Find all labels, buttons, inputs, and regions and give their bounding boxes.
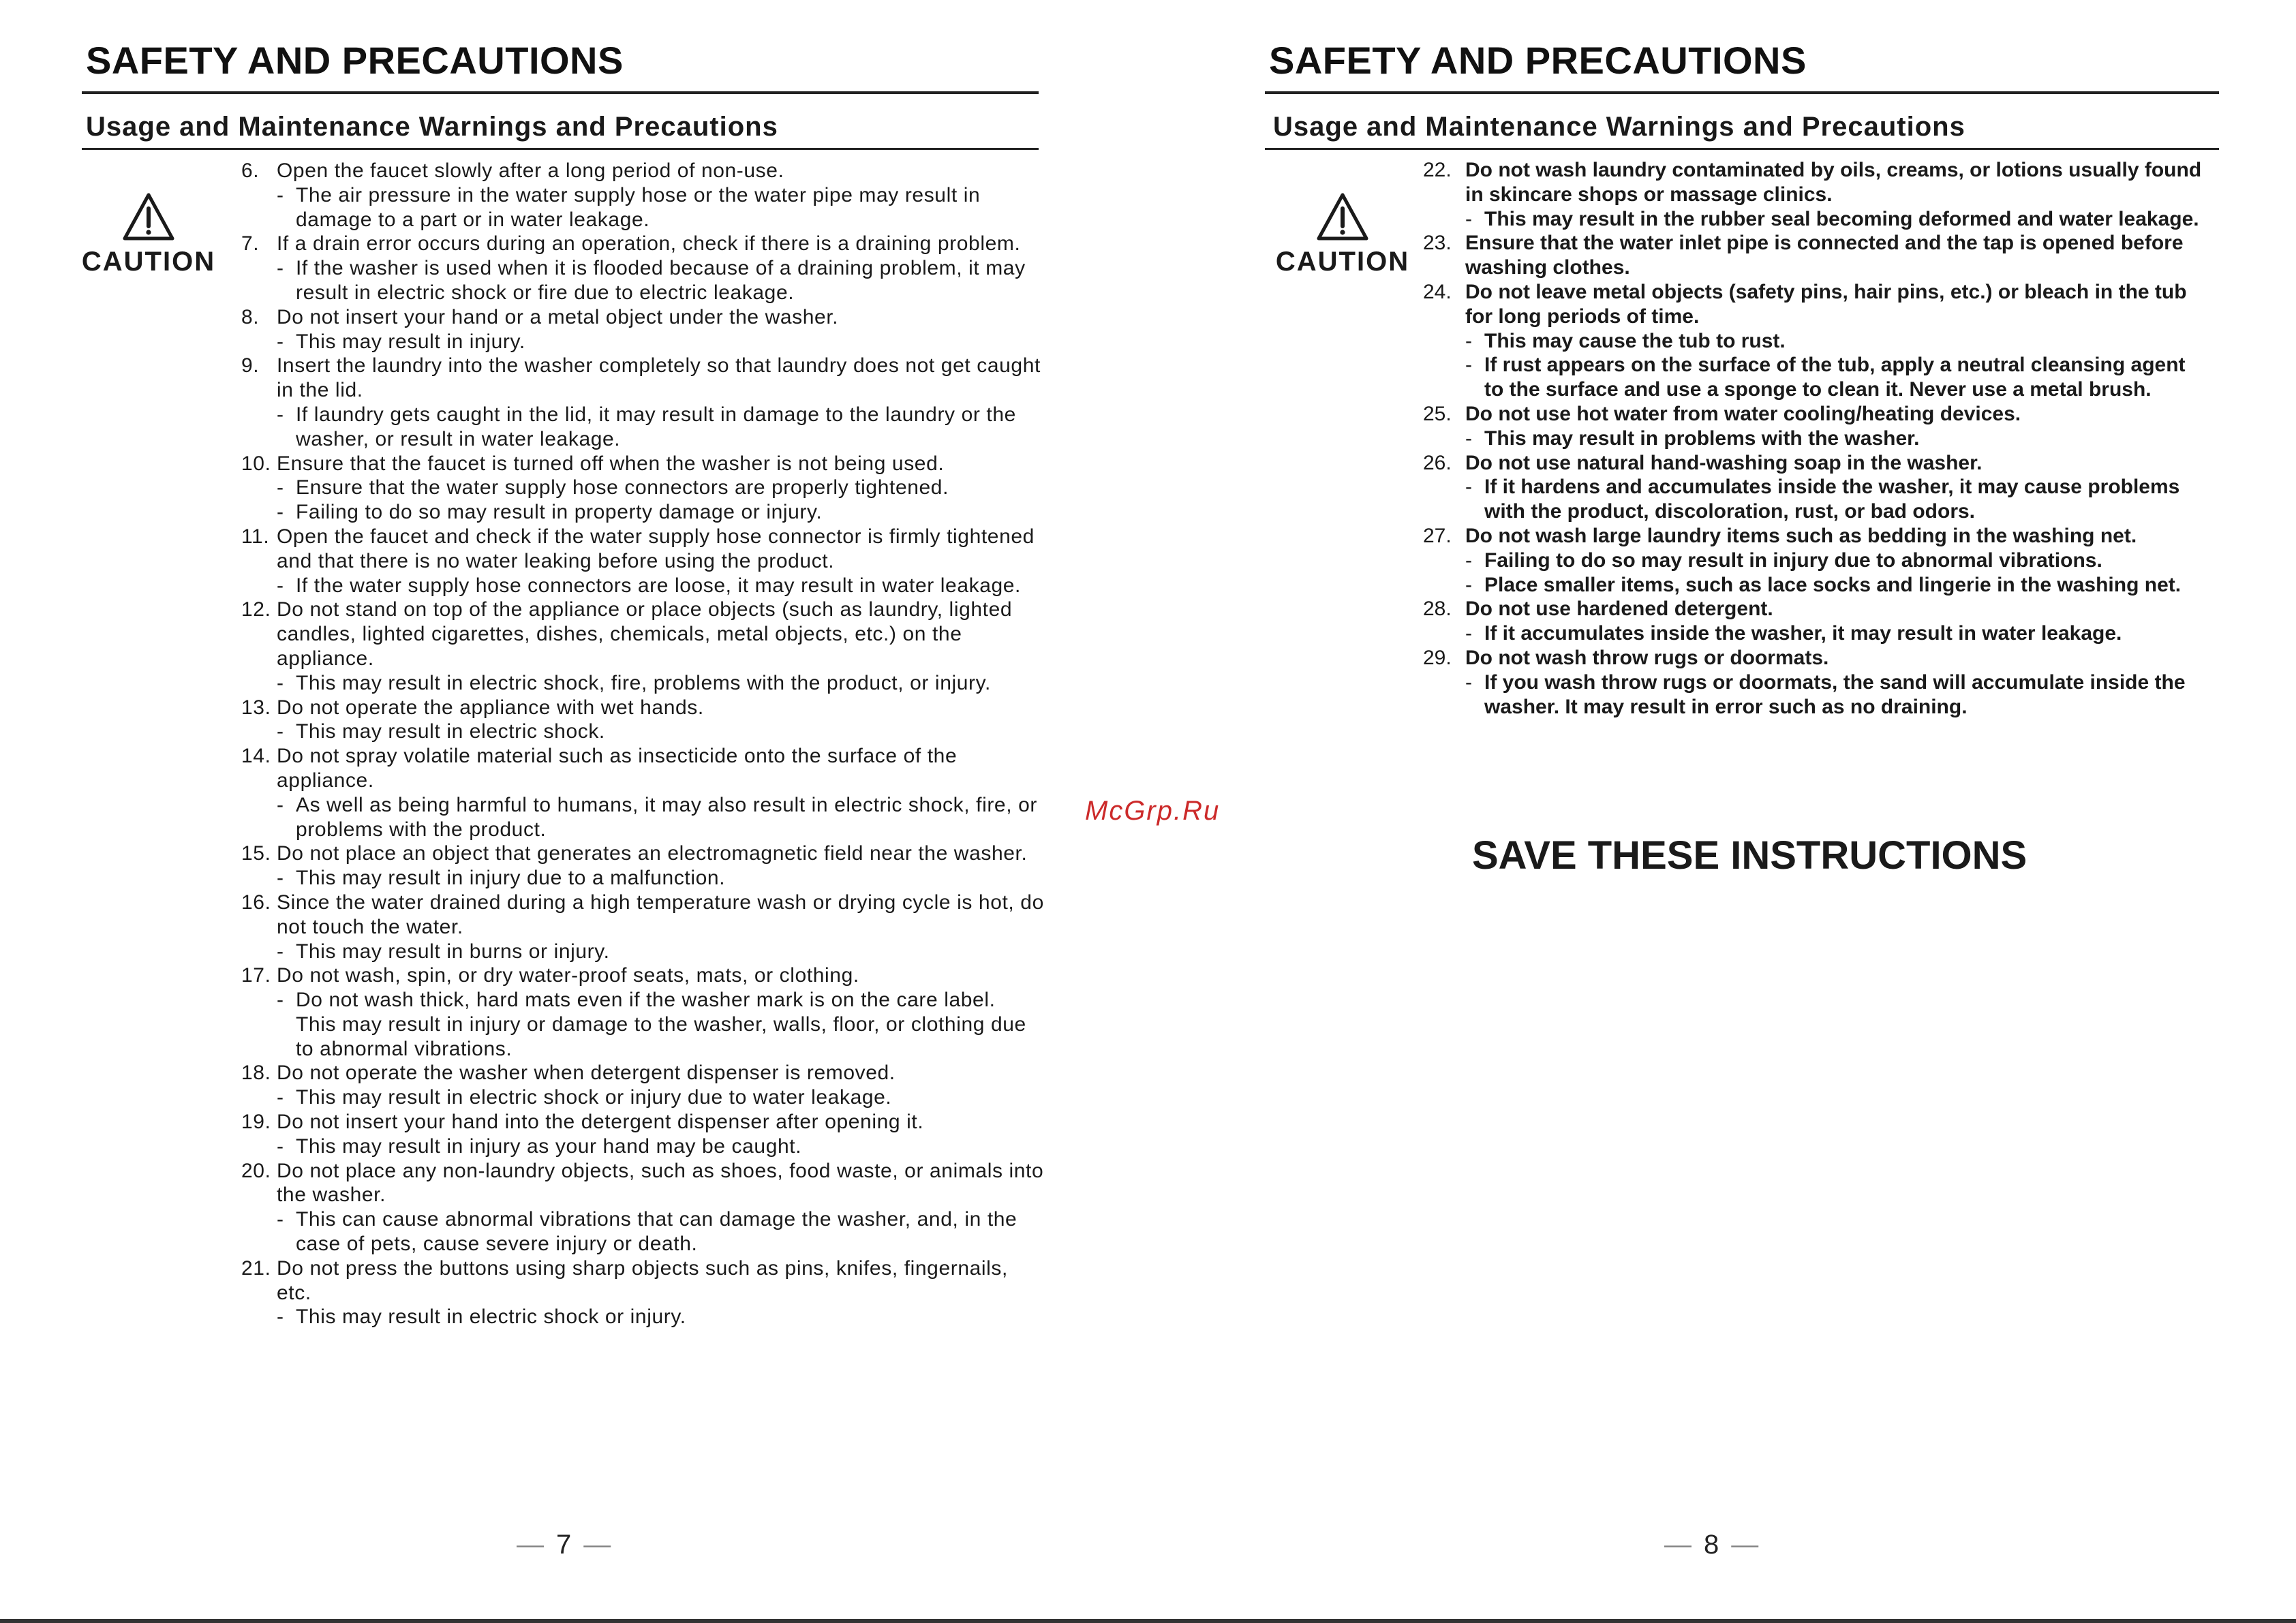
- warning-item: [241, 1256, 1045, 1329]
- item-number: 27.: [1423, 524, 1452, 547]
- warning-item: [1423, 597, 2207, 646]
- item-note: - If the washer is used when it is flooded because of a draining problem, it may result in electric shock or fire due to electric leakage.: [277, 257, 1026, 304]
- warning-item: [241, 452, 1045, 525]
- item-number: 19.: [241, 1111, 271, 1134]
- item-text: Ensure that the faucet is turned off when the washer is not being used.: [277, 452, 945, 475]
- warning-triangle-icon: [122, 192, 175, 241]
- warning-item: [241, 841, 1045, 891]
- item-text: Do not wash throw rugs or doormats.: [1465, 646, 1829, 669]
- section-title: Usage and Maintenance Warnings and Precautions: [86, 112, 778, 142]
- item-number: 23.: [1423, 232, 1452, 255]
- item-number: 8.: [241, 305, 260, 328]
- item-note: - Failing to do so may result in property damage or injury.: [277, 501, 823, 524]
- item-text: Do not place an object that generates an electromagnetic field near the washer.: [277, 842, 1028, 865]
- save-instructions-notice: SAVE THESE INSTRUCTIONS: [1472, 833, 2027, 878]
- warning-item: [1423, 280, 2207, 402]
- item-note: - If it accumulates inside the washer, it may result in water leakage.: [1465, 622, 2122, 645]
- item-note: - This may cause the tub to rust.: [1465, 329, 1786, 352]
- item-text: Do not use hot water from water cooling/heating devices.: [1465, 402, 2021, 425]
- item-note: - This may result in electric shock.: [277, 720, 605, 743]
- section-divider: [82, 148, 1039, 150]
- item-text: If a drain error occurs during an operation, check if there is a draining problem.: [277, 232, 1021, 256]
- item-text: Open the faucet and check if the water supply hose connector is firmly tightened and that there is no water leaking before using the product.: [277, 525, 1035, 572]
- warning-item: [241, 232, 1045, 305]
- bottom-edge-rule: [0, 1619, 2296, 1623]
- item-number: 25.: [1423, 402, 1452, 425]
- item-note: - If laundry gets caught in the lid, it may result in damage to the laundry or the washer, or result in water leakage.: [277, 403, 1016, 450]
- item-note: - Place smaller items, such as lace socks and lingerie in the washing net.: [1465, 573, 2182, 596]
- item-note: - This can cause abnormal vibrations that can damage the washer, and, in the case of pets, cause severe injury or death.: [277, 1208, 1017, 1256]
- warning-item: [1423, 231, 2207, 280]
- item-text: Since the water drained during a high temperature wash or drying cycle is hot, do not touch the water.: [277, 891, 1044, 938]
- warning-list: [241, 159, 1045, 1329]
- item-number: 17.: [241, 964, 271, 987]
- item-note: - As well as being harmful to humans, it may also result in electric shock, fire, or problems with the product.: [277, 793, 1037, 841]
- page-title: SAFETY AND PRECAUTIONS: [86, 39, 624, 82]
- warning-item: [1423, 646, 2207, 719]
- item-number: 14.: [241, 745, 271, 768]
- page-title: SAFETY AND PRECAUTIONS: [1269, 39, 1807, 82]
- item-text: Insert the laundry into the washer completely so that laundry does not get caught in the lid.: [277, 354, 1041, 402]
- warning-item: [241, 159, 1045, 232]
- warning-item: [241, 1159, 1045, 1256]
- page-number: — 7 —: [517, 1530, 611, 1560]
- warning-item: [241, 354, 1045, 451]
- item-text: Do not use hardened detergent.: [1465, 598, 1773, 621]
- item-number: 7.: [241, 232, 260, 256]
- item-number: 11.: [241, 525, 270, 548]
- warning-item: [241, 598, 1045, 695]
- item-text: Do not wash laundry contaminated by oils, creams, or lotions usually found in skincare shops or massage clinics.: [1465, 159, 2202, 206]
- item-note-continuation: This may result in injury or damage to the washer, walls, floor, or clothing due to abnormal vibrations.: [296, 1013, 1026, 1060]
- item-number: 12.: [241, 598, 271, 621]
- item-note: - This may result in electric shock or injury.: [277, 1305, 686, 1329]
- warning-item: [1423, 524, 2207, 597]
- caution-label: CAUTION: [81, 247, 216, 277]
- item-text: Do not wash large laundry items such as bedding in the washing net.: [1465, 524, 2137, 547]
- watermark: McGrp.Ru: [1085, 796, 1221, 826]
- item-text: Do not operate the washer when detergent dispenser is removed.: [277, 1062, 896, 1085]
- item-note: - If the water supply hose connectors are loose, it may result in water leakage.: [277, 574, 1021, 597]
- warning-item: [241, 525, 1045, 598]
- item-note: - This may result in problems with the washer.: [1465, 427, 1920, 450]
- item-number: 6.: [241, 159, 260, 182]
- title-divider: [1265, 91, 2219, 94]
- item-text: Do not press the buttons using sharp objects such as pins, knifes, fingernails, etc.: [277, 1256, 1008, 1304]
- item-text: Do not place any non-laundry objects, such as shoes, food waste, or animals into the washer.: [277, 1159, 1044, 1207]
- item-text: Do not spray volatile material such as insecticide onto the surface of the appliance.: [277, 745, 958, 792]
- item-number: 24.: [1423, 280, 1452, 303]
- warning-item: [241, 305, 1045, 354]
- item-note: - This may result in electric shock, fire, problems with the product, or injury.: [277, 671, 991, 694]
- item-text: Do not leave metal objects (safety pins, hair pins, etc.) or bleach in the tub for long periods of time.: [1465, 280, 2187, 328]
- item-note: - This may result in electric shock or injury due to water leakage.: [277, 1086, 892, 1109]
- item-text: Do not operate the appliance with wet hands.: [277, 696, 704, 719]
- item-note: - Ensure that the water supply hose connectors are properly tightened.: [277, 476, 949, 499]
- item-number: 26.: [1423, 451, 1452, 474]
- item-number: 29.: [1423, 646, 1452, 669]
- warning-item: [241, 1061, 1045, 1110]
- caution-block: [74, 192, 224, 277]
- page-right: [1148, 0, 2296, 1623]
- section-divider: [1265, 148, 2219, 150]
- item-note: - If you wash throw rugs or doormats, the sand will accumulate inside the washer. It may result in error such as no draining.: [1465, 670, 2186, 718]
- item-note: - This may result in the rubber seal becoming deformed and water leakage.: [1465, 207, 2199, 230]
- item-number: 15.: [241, 842, 271, 865]
- item-text: Open the faucet slowly after a long period of non-use.: [277, 159, 784, 182]
- caution-block: [1268, 192, 1418, 277]
- item-number: 20.: [241, 1159, 271, 1182]
- warning-list: [1423, 158, 2207, 719]
- item-text: Do not wash, spin, or dry water-proof seats, mats, or clothing.: [277, 964, 859, 987]
- item-number: 13.: [241, 696, 271, 719]
- warning-item: [241, 963, 1045, 1061]
- item-number: 28.: [1423, 598, 1452, 621]
- item-number: 22.: [1423, 159, 1452, 181]
- item-number: 18.: [241, 1062, 271, 1085]
- item-number: 16.: [241, 891, 271, 914]
- item-note: - If rust appears on the surface of the tub, apply a neutral cleansing agent to the surface and use a sponge to clean it. Never use a metal brush.: [1465, 354, 2186, 401]
- item-note: - This may result in injury.: [277, 330, 525, 353]
- item-note: - This may result in injury due to a malfunction.: [277, 867, 726, 890]
- item-number: 21.: [241, 1256, 271, 1280]
- item-text: Do not insert your hand or a metal object under the washer.: [277, 305, 839, 328]
- caution-label: CAUTION: [1275, 247, 1410, 277]
- item-note: - Failing to do so may result in injury due to abnormal vibrations.: [1465, 548, 2102, 572]
- page-number: — 8 —: [1664, 1530, 1759, 1560]
- warning-item: [1423, 451, 2207, 524]
- item-number: 9.: [241, 354, 260, 377]
- warning-item: [241, 696, 1045, 745]
- item-note: - This may result in burns or injury.: [277, 940, 610, 963]
- item-note: - Do not wash thick, hard mats even if the washer mark is on the care label.: [277, 989, 996, 1012]
- item-number: 10.: [241, 452, 271, 475]
- warning-item: [241, 1110, 1045, 1159]
- item-text: Do not stand on top of the appliance or place objects (such as laundry, lighted candles, lighted cigarettes, dishes, chemicals, metal objects, etc.) on the appliance.: [277, 598, 1013, 670]
- warning-item: [1423, 158, 2207, 231]
- title-divider: [82, 91, 1039, 94]
- warning-triangle-icon: [1316, 192, 1369, 241]
- warning-item: [241, 891, 1045, 963]
- item-text: Do not use natural hand-washing soap in the washer.: [1465, 451, 1983, 474]
- warning-item: [241, 744, 1045, 841]
- item-note: - This may result in injury as your hand may be caught.: [277, 1134, 802, 1158]
- warning-item: [1423, 402, 2207, 451]
- item-note: - The air pressure in the water supply hose or the water pipe may result in damage to a part or in water leakage.: [277, 183, 981, 231]
- item-note: - If it hardens and accumulates inside the washer, it may cause problems with the product, discoloration, rust, or bad odors.: [1465, 476, 2180, 523]
- item-text: Ensure that the water inlet pipe is connected and the tap is opened before washing clothes.: [1465, 232, 2184, 279]
- item-text: Do not insert your hand into the detergent dispenser after opening it.: [277, 1111, 924, 1134]
- section-title: Usage and Maintenance Warnings and Precautions: [1273, 112, 1965, 142]
